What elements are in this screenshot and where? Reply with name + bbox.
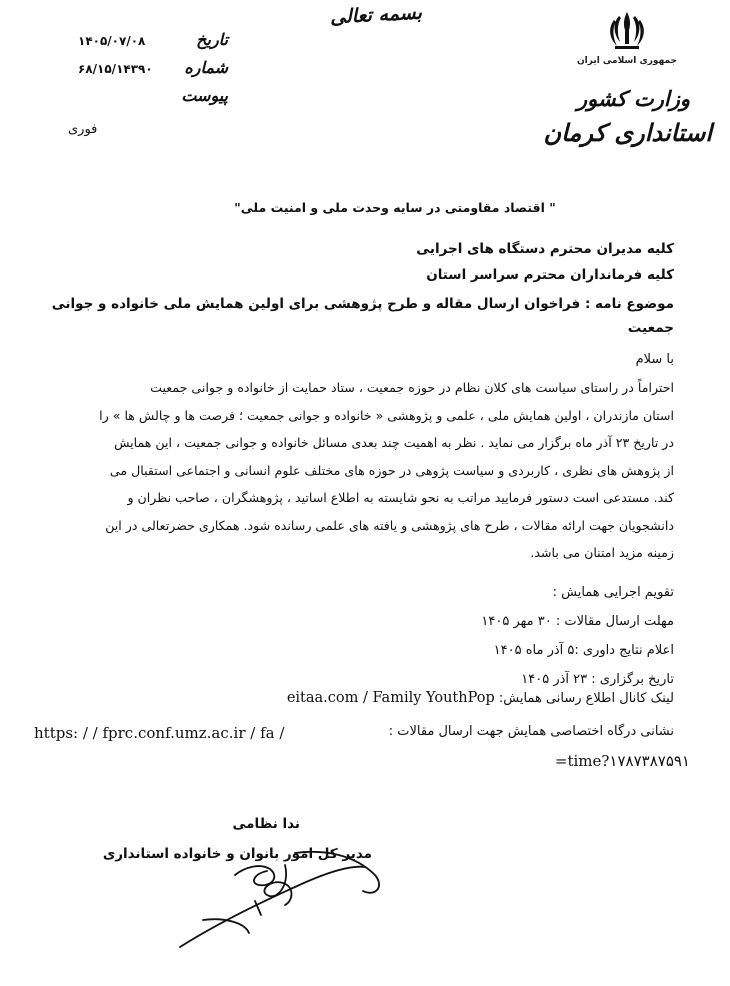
schedule-item: اعلام نتایج داوری :۵ آذر ماه ۱۴۰۵	[493, 643, 674, 658]
attachment-label: پیوست	[181, 86, 228, 105]
channel-link-line	[287, 690, 674, 706]
body-line: کند. مستدعی است دستور فرمایید مراتب به نحو شایسته به اطلاع اساتید ، پژوهشگران ، صاحب نظران و	[127, 490, 674, 505]
body-line: در تاریخ ۲۳ آذر ماه برگزار می نماید . نظر به اهمیت چند بعدی مسائل خانواده و جوانی جمعیت ، این همایش	[114, 435, 674, 450]
schedule-item: تاریخ برگزاری : ۲۳ آذر ۱۴۰۵	[521, 672, 674, 687]
schedule	[481, 578, 674, 694]
greeting: با سلام	[635, 352, 674, 367]
letter-meta	[78, 30, 228, 114]
recipient-line: کلیه مدیران محترم دستگاه های اجرایی	[416, 241, 674, 257]
motto: " اقتصاد مقاومتی در سایه وحدت ملی و امنیت ملی"	[234, 200, 556, 215]
letter-body	[38, 374, 674, 567]
iran-emblem-icon	[605, 8, 649, 54]
letterhead-emblem-block	[542, 8, 712, 66]
signer-name: ندا نظامی	[232, 816, 300, 832]
handwritten-signature	[175, 835, 425, 955]
schedule-item: مهلت ارسال مقالات : ۳۰ مهر ۱۴۰۵	[481, 614, 674, 629]
portal-url-part1[interactable]: https: / / fprc.conf.umz.ac.ir / fa /	[34, 724, 285, 742]
urgency-badge: فوری	[68, 122, 98, 137]
channel-label: لینک کانال اطلاع رسانی همایش:	[498, 691, 674, 706]
ministry-name: وزارت کشور	[576, 86, 690, 111]
body-line: از پژوهش های نظری ، کاربردی و سیاست پژوهی در حوزه های مختلف علوم انسانی و اجتماعی استقبال می	[109, 462, 674, 478]
body-line: احتراماً در راستای سیاست های کلان نظام در حوزه جمعیت ، ستاد حمایت از خانواده و جوانی جمعیت	[150, 380, 674, 395]
schedule-heading: تقویم اجرایی همایش :	[552, 585, 674, 600]
channel-url[interactable]: eitaa.com / Family YouthPop	[286, 690, 495, 706]
number-value: ۶۸/۱۵/۱۴۳۹۰	[78, 62, 153, 76]
republic-caption: جمهوری اسلامی ایران	[576, 56, 678, 66]
date-label: تاریخ	[196, 30, 228, 49]
body-line: استان مازندران ، اولین همایش ملی ، علمی و پژوهشی « خانواده و جوانی جمعیت ؛ فرصت ها و چالش ها » را	[99, 407, 674, 423]
portal-label: نشانی درگاه اختصاصی همایش جهت ارسال مقالات :	[388, 724, 674, 739]
governorate-name: استانداری کرمان	[543, 118, 712, 147]
date-value: ۱۴۰۵/۰۷/۰۸	[78, 34, 146, 48]
body-line: زمینه مزید امتنان می باشد.	[530, 545, 674, 560]
subject: موضوع نامه : فراخوان ارسال مقاله و طرح پژوهشی برای اولین همایش ملی خانواده و جوانی جمعیت	[51, 296, 674, 336]
recipient-line: کلیه فرمانداران محترم سراسر استان	[426, 267, 674, 283]
portal-link-line	[34, 724, 674, 742]
bismillah: بسمه تعالی	[329, 1, 423, 29]
portal-url-part2[interactable]: ۱۷۸۷۳۸۷۵۹۱?time=	[554, 752, 690, 770]
recipients	[416, 236, 674, 288]
signer-title: مدیر کل امور بانوان و خانواده استانداری	[102, 846, 372, 862]
number-label: شماره	[184, 58, 228, 77]
body-line: دانشجویان جهت ارائه مقالات ، طرح های پژوهشی و یافته های علمی رسانده شود. همکاری حضرتعالی در این	[105, 517, 674, 533]
